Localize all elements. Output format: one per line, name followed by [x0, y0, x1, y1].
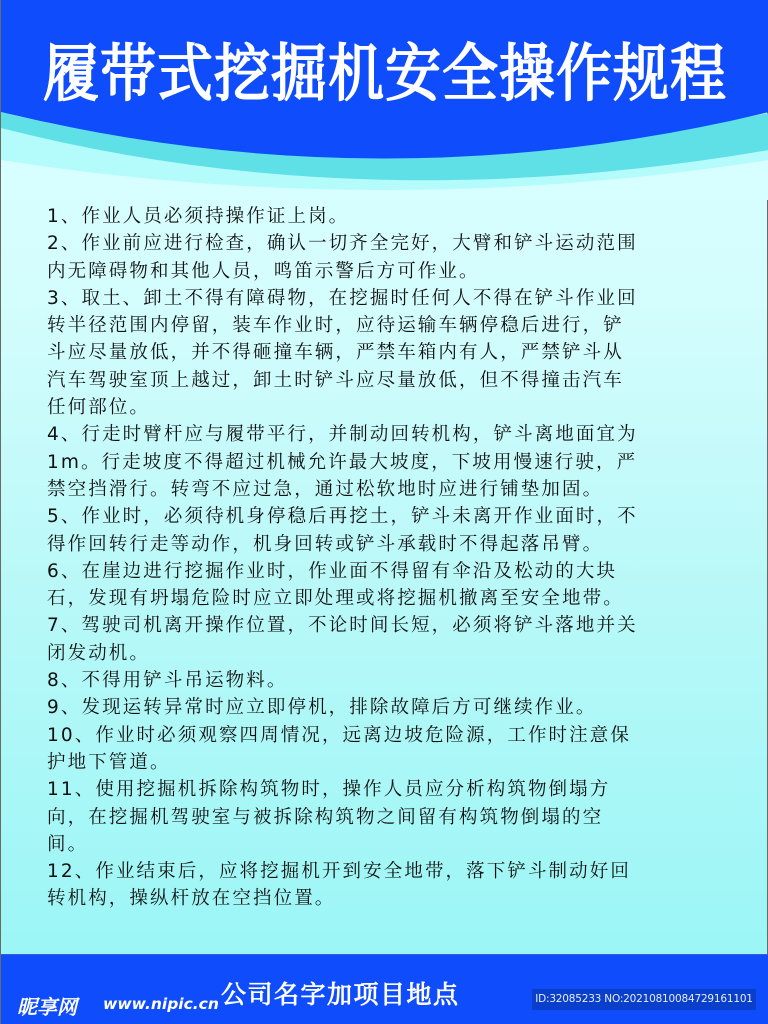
- rule-2-line-1: 2、作业前应进行检查，确认一切齐全完好，大臂和铲斗运动范围: [47, 233, 638, 255]
- rules-list: [47, 203, 727, 913]
- rule-11-line-1: 11、使用挖掘机拆除构筑物时，操作人员应分析构筑物倒塌方: [47, 779, 611, 801]
- rule-12-line-1: 12、作业结束后，应将挖掘机开到安全地带，落下铲斗制动好回: [47, 861, 631, 883]
- rule-4-line-1: 4、行走时臂杆应与履带平行，并制动回转机构，铲斗离地面宜为: [47, 424, 638, 446]
- rule-3-line-5: 任何部位。: [47, 397, 151, 419]
- rule-7-line-2: 闭发动机。: [47, 642, 151, 664]
- rule-3-line-1: 3、取土、卸土不得有障碍物，在挖掘时任何人不得在铲斗作业回: [47, 287, 638, 309]
- rule-4-line-3: 禁空挡滑行。转弯不应过急，通过松软地时应进行铺垫加固。: [47, 478, 604, 500]
- rule-11-line-3: 间。: [47, 833, 89, 855]
- rule-9-line-1: 9、发现运转异常时应立即停机，排除故障后方可继续作业。: [47, 697, 597, 719]
- rule-3-line-3: 斗应尽量放低，并不得砸撞车辆，严禁车箱内有人，严禁铲斗从: [47, 342, 624, 364]
- rule-5-line-2: 得作回转行走等动作，机身回转或铲斗承载时不得起落吊臂。: [47, 533, 604, 555]
- company-location-text: 公司名字加项目地点: [221, 980, 460, 1009]
- rule-3-line-4: 汽车驾驶室顶上越过，卸土时铲斗应尽量放低，但不得撞击汽车: [47, 369, 624, 391]
- watermark-url: www.nipic.cn: [103, 995, 219, 1013]
- watermark-logo: 昵享网: [17, 995, 77, 1019]
- page-title: 履带式挖掘机安全操作规程: [43, 37, 727, 111]
- rule-6-line-1: 6、在崖边进行挖掘作业时，作业面不得留有伞沿及松动的大块: [47, 560, 618, 582]
- rule-12-line-2: 转机构，操纵杆放在空挡位置。: [47, 888, 336, 910]
- rule-5-line-1: 5、作业时，必须待机身停稳后再挖土，铲斗未离开作业面时，不: [47, 506, 638, 528]
- rule-10-line-2: 护地下管道。: [47, 751, 171, 773]
- rule-4-line-2: 1m。行走坡度不得超过机械允许最大坡度，下坡用慢速行驶，严: [47, 451, 638, 473]
- rule-1-line-1: 1、作业人员必须持操作证上岗。: [47, 206, 350, 227]
- rule-2-line-2: 内无障碍物和其他人员，鸣笛示警后方可作业。: [47, 260, 480, 282]
- rule-3-line-2: 转半径范围内停留，装车作业时，应待运输车辆停稳后进行，铲: [47, 315, 624, 337]
- footer-bar: [1, 954, 768, 1024]
- rule-11-line-2: 向，在挖掘机驾驶室与被拆除构筑物之间留有构筑物倒塌的空: [47, 806, 604, 828]
- rule-6-line-2: 石，发现有坍塌危险时应立即处理或将挖掘机撤离至安全地带。: [47, 588, 624, 610]
- rule-10-line-1: 10、作业时必须观察四周情况，远离边坡危险源，工作时注意保: [47, 724, 631, 746]
- watermark-id-badge: ID:32085233 NO:20210810084729161101: [532, 989, 756, 1010]
- rule-7-line-1: 7、驾驶司机离开操作位置，不论时间长短，必须将铲斗落地并关: [47, 615, 638, 637]
- rule-8-line-1: 8、不得用铲斗吊运物料。: [47, 670, 288, 692]
